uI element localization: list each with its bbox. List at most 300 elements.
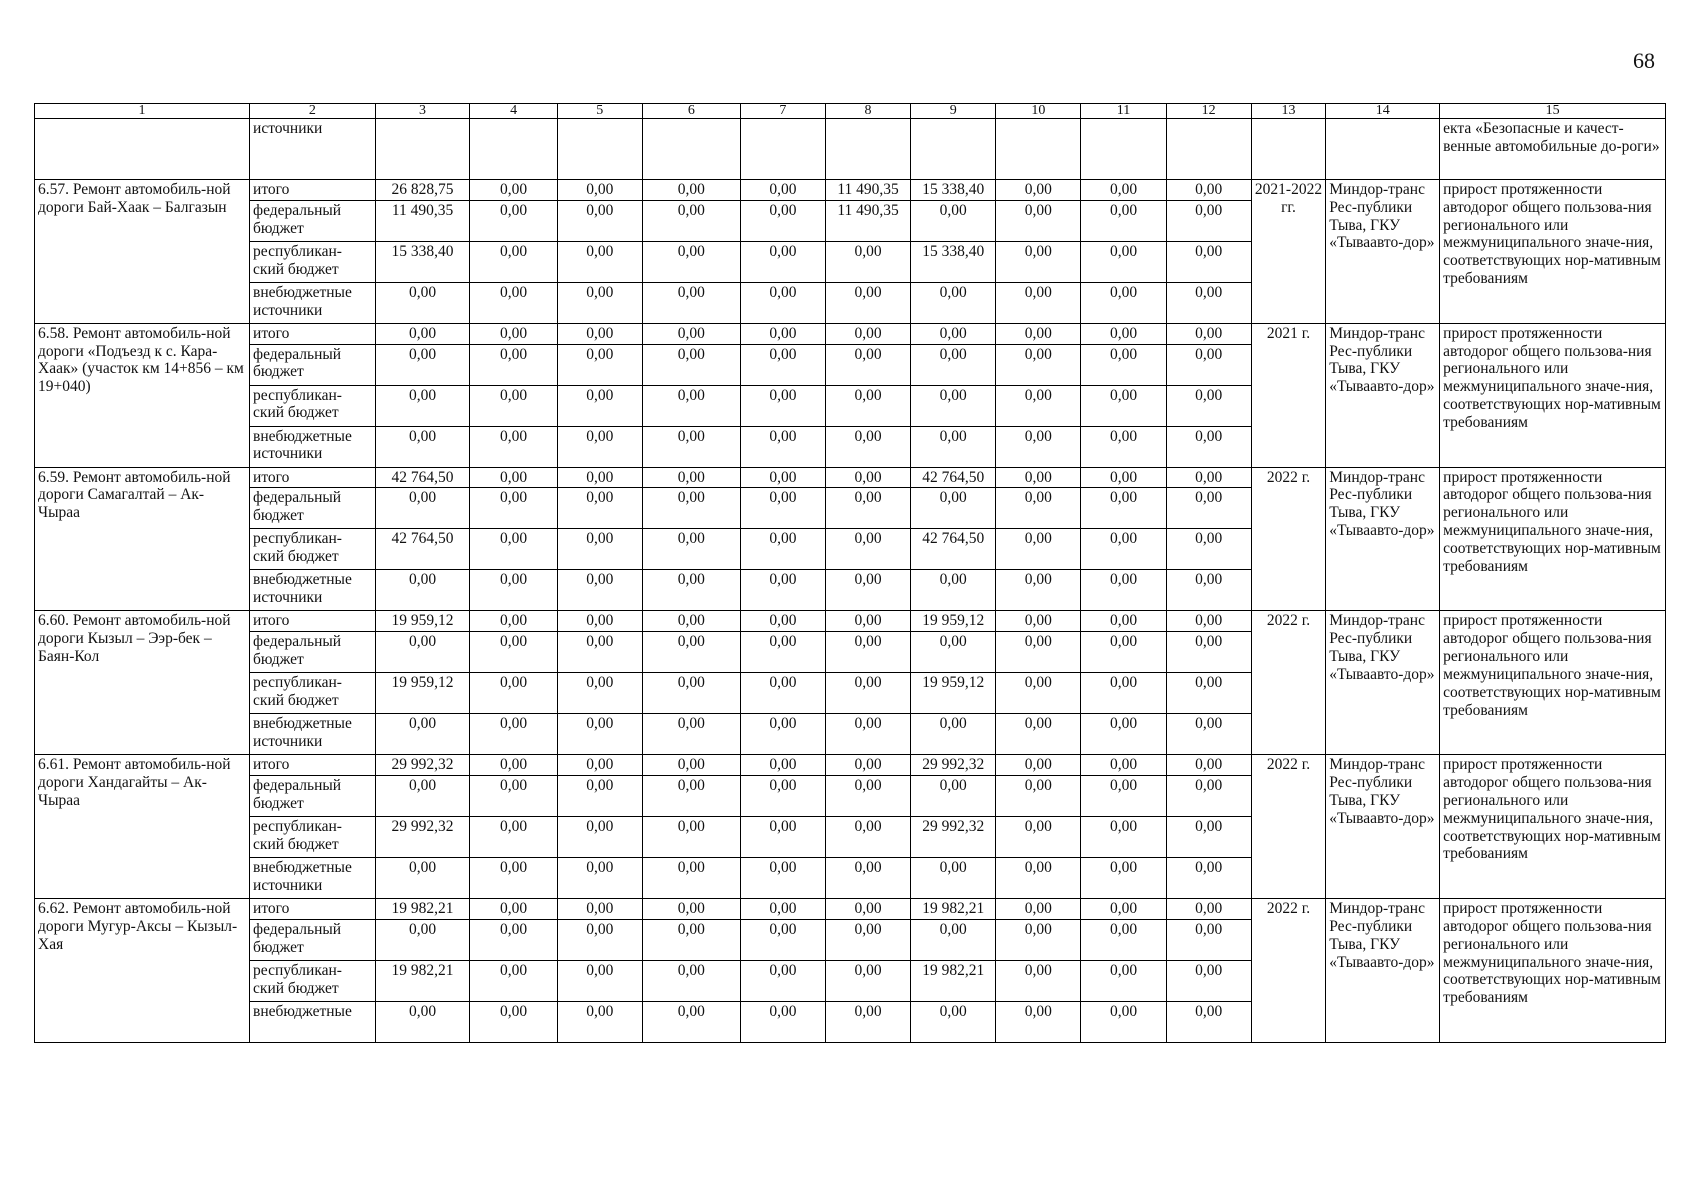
- page-number: 68: [1633, 48, 1655, 73]
- column-number-13: 13: [1251, 104, 1326, 119]
- expected-result: прирост протяженности автодорог общего пользова-ния регионального или межмуниципального значе-ния, соответствующих нор-мативным требованиям: [1440, 323, 1666, 467]
- amount-cell: 0,00: [740, 673, 825, 714]
- amount-cell: 0,00: [557, 344, 642, 385]
- amount-cell: 0,00: [1081, 611, 1166, 632]
- amount-cell: 19 959,12: [911, 673, 996, 714]
- implementation-period: 2022 г.: [1251, 611, 1326, 755]
- responsible-executor: Миндор-транс Рес-публики Тыва, ГКУ «Тываавто-дор»: [1326, 611, 1440, 755]
- amount-cell: 29 992,32: [375, 817, 470, 858]
- funding-source: федеральный бюджет: [250, 776, 376, 817]
- amount-cell: 0,00: [740, 858, 825, 899]
- amount-cell: 0,00: [642, 323, 740, 344]
- amount-cell: 42 764,50: [911, 529, 996, 570]
- amount-cell: 0,00: [642, 899, 740, 920]
- column-number-11: 11: [1081, 104, 1166, 119]
- amount-cell: 0,00: [642, 755, 740, 776]
- amount-cell: 0,00: [825, 632, 910, 673]
- measure-name: 6.58. Ремонт автомобиль-ной дороги «Подъезд к с. Кара-Хаак» (участок км 14+856 – км 19+040): [35, 323, 250, 467]
- amount-cell: 0,00: [996, 180, 1081, 201]
- amount-cell: 0,00: [740, 426, 825, 467]
- amount-cell: 0,00: [1166, 282, 1251, 323]
- funding-source: федеральный бюджет: [250, 488, 376, 529]
- amount-cell: 0,00: [1166, 323, 1251, 344]
- amount-cell: 0,00: [375, 858, 470, 899]
- amount-cell: 0,00: [642, 611, 740, 632]
- amount-cell: 29 992,32: [911, 817, 996, 858]
- amount-cell: 0,00: [557, 529, 642, 570]
- amount-cell: 0,00: [911, 632, 996, 673]
- amount-cell: 0,00: [470, 282, 557, 323]
- amount-cell: 0,00: [375, 919, 470, 960]
- amount-cell: 0,00: [470, 529, 557, 570]
- amount-cell: 0,00: [557, 426, 642, 467]
- amount-cell: 0,00: [470, 960, 557, 1001]
- column-number-14: 14: [1326, 104, 1440, 119]
- amount-cell: 0,00: [642, 673, 740, 714]
- measure-name: 6.61. Ремонт автомобиль-ной дороги Хандагайты – Ак-Чыраа: [35, 755, 250, 899]
- amount-cell: 0,00: [1166, 344, 1251, 385]
- expected-result: прирост протяженности автодорог общего пользова-ния регионального или межмуниципального значе-ния, соответствующих нор-мативным требованиям: [1440, 467, 1666, 611]
- funding-source: республикан-ский бюджет: [250, 385, 376, 426]
- amount-cell: 0,00: [1081, 570, 1166, 611]
- amount-cell: 0,00: [642, 426, 740, 467]
- amount-cell: 0,00: [740, 323, 825, 344]
- amount-cell: 0,00: [825, 919, 910, 960]
- amount-cell: 0,00: [1166, 488, 1251, 529]
- expected-result: прирост протяженности автодорог общего пользова-ния регионального или межмуниципального значе-ния, соответствующих нор-мативным требованиям: [1440, 611, 1666, 755]
- expected-result: прирост протяженности автодорог общего пользова-ния регионального или межмуниципального значе-ния, соответствующих нор-мативным требованиям: [1440, 755, 1666, 899]
- amount-cell: 19 982,21: [911, 899, 996, 920]
- amount-cell: 0,00: [996, 282, 1081, 323]
- continuation-row: [35, 119, 1666, 180]
- measure-name: 6.59. Ремонт автомобиль-ной дороги Самагалтай – Ак-Чыраа: [35, 467, 250, 611]
- table-row: [35, 467, 1666, 488]
- amount-cell: 0,00: [740, 180, 825, 201]
- amount-cell: 0,00: [740, 529, 825, 570]
- amount-cell: 0,00: [996, 467, 1081, 488]
- amount-cell: 0,00: [557, 200, 642, 241]
- amount-cell: 0,00: [470, 899, 557, 920]
- amount-cell: 0,00: [557, 241, 642, 282]
- amount-cell: 0,00: [911, 858, 996, 899]
- amount-cell: 0,00: [1166, 817, 1251, 858]
- funding-source: итого: [250, 755, 376, 776]
- amount-cell: 0,00: [825, 467, 910, 488]
- amount-cell: 0,00: [996, 570, 1081, 611]
- column-number-15: 15: [1440, 104, 1666, 119]
- amount-cell: 0,00: [642, 919, 740, 960]
- amount-cell: 0,00: [911, 426, 996, 467]
- amount-cell: 0,00: [1166, 241, 1251, 282]
- funding-source: внебюджетные источники: [250, 282, 376, 323]
- amount-cell: 0,00: [642, 960, 740, 1001]
- amount-cell: 0,00: [1081, 919, 1166, 960]
- amount-cell: 0,00: [557, 899, 642, 920]
- amount-cell: 0,00: [642, 858, 740, 899]
- amount-cell: 0,00: [1081, 776, 1166, 817]
- measure-name: 6.57. Ремонт автомобиль-ной дороги Бай-Хаак – Балгазын: [35, 180, 250, 324]
- amount-cell: 0,00: [740, 755, 825, 776]
- amount-cell: 0,00: [911, 776, 996, 817]
- amount-cell: 0,00: [911, 488, 996, 529]
- amount-cell: 0,00: [557, 919, 642, 960]
- amount-cell: 0,00: [825, 1001, 910, 1042]
- amount-cell: 0,00: [1081, 632, 1166, 673]
- column-number-9: 9: [911, 104, 996, 119]
- amount-cell: 0,00: [1081, 488, 1166, 529]
- implementation-period: 2022 г.: [1251, 755, 1326, 899]
- amount-cell: 0,00: [996, 488, 1081, 529]
- amount-cell: 0,00: [1166, 714, 1251, 755]
- funding-source: внебюджетные источники: [250, 570, 376, 611]
- amount-cell: 0,00: [1081, 755, 1166, 776]
- amount-cell: 0,00: [825, 344, 910, 385]
- amount-cell: 0,00: [911, 1001, 996, 1042]
- amount-cell: 0,00: [740, 960, 825, 1001]
- table-row: [35, 323, 1666, 344]
- amount-cell: 0,00: [740, 632, 825, 673]
- implementation-period: 2021-2022 гг.: [1251, 180, 1326, 324]
- amount-cell: 0,00: [1081, 426, 1166, 467]
- funding-source: внебюджетные источники: [250, 426, 376, 467]
- amount-cell: 0,00: [825, 817, 910, 858]
- cont-result-cell: екта «Безопасные и качест-венные автомобильные до-роги»: [1440, 119, 1666, 180]
- amount-cell: 0,00: [996, 714, 1081, 755]
- amount-cell: 0,00: [825, 899, 910, 920]
- responsible-executor: Миндор-транс Рес-публики Тыва, ГКУ «Тываавто-дор»: [1326, 180, 1440, 324]
- amount-cell: 0,00: [825, 611, 910, 632]
- implementation-period: 2022 г.: [1251, 467, 1326, 611]
- amount-cell: 0,00: [1166, 673, 1251, 714]
- amount-cell: 0,00: [1081, 282, 1166, 323]
- amount-cell: 0,00: [375, 776, 470, 817]
- amount-cell: 0,00: [996, 241, 1081, 282]
- amount-cell: 42 764,50: [911, 467, 996, 488]
- column-number-6: 6: [642, 104, 740, 119]
- amount-cell: 0,00: [557, 632, 642, 673]
- amount-cell: 0,00: [825, 858, 910, 899]
- amount-cell: 0,00: [740, 899, 825, 920]
- amount-cell: 29 992,32: [911, 755, 996, 776]
- measure-name: 6.60. Ремонт автомобиль-ной дороги Кызыл – Ээр-бек – Баян-Кол: [35, 611, 250, 755]
- amount-cell: 0,00: [996, 385, 1081, 426]
- amount-cell: 0,00: [911, 714, 996, 755]
- amount-cell: 0,00: [1081, 673, 1166, 714]
- column-number-row: [35, 104, 1666, 119]
- amount-cell: 0,00: [825, 673, 910, 714]
- funding-source: республикан-ский бюджет: [250, 673, 376, 714]
- amount-cell: 0,00: [642, 180, 740, 201]
- amount-cell: 0,00: [375, 344, 470, 385]
- amount-cell: 0,00: [470, 570, 557, 611]
- amount-cell: 0,00: [825, 570, 910, 611]
- amount-cell: 0,00: [557, 385, 642, 426]
- amount-cell: 0,00: [1081, 960, 1166, 1001]
- funding-source: итого: [250, 899, 376, 920]
- amount-cell: 0,00: [470, 611, 557, 632]
- funding-source: республикан-ский бюджет: [250, 817, 376, 858]
- amount-cell: 0,00: [642, 200, 740, 241]
- amount-cell: 0,00: [642, 467, 740, 488]
- amount-cell: 0,00: [470, 344, 557, 385]
- amount-cell: 15 338,40: [911, 241, 996, 282]
- amount-cell: 0,00: [1081, 385, 1166, 426]
- amount-cell: 0,00: [740, 817, 825, 858]
- column-number-12: 12: [1166, 104, 1251, 119]
- amount-cell: 26 828,75: [375, 180, 470, 201]
- amount-cell: 0,00: [1166, 426, 1251, 467]
- amount-cell: 0,00: [740, 488, 825, 529]
- amount-cell: 0,00: [1081, 323, 1166, 344]
- amount-cell: 0,00: [642, 632, 740, 673]
- amount-cell: 0,00: [740, 714, 825, 755]
- amount-cell: 0,00: [825, 714, 910, 755]
- table-row: [35, 180, 1666, 201]
- amount-cell: 0,00: [911, 385, 996, 426]
- amount-cell: 0,00: [996, 755, 1081, 776]
- amount-cell: 0,00: [470, 858, 557, 899]
- amount-cell: 0,00: [1081, 858, 1166, 899]
- amount-cell: 19 959,12: [375, 611, 470, 632]
- column-number-7: 7: [740, 104, 825, 119]
- amount-cell: 0,00: [557, 570, 642, 611]
- amount-cell: 0,00: [740, 344, 825, 385]
- funding-source: республикан-ский бюджет: [250, 241, 376, 282]
- amount-cell: 0,00: [996, 817, 1081, 858]
- amount-cell: 0,00: [996, 960, 1081, 1001]
- amount-cell: 0,00: [375, 426, 470, 467]
- amount-cell: 0,00: [740, 776, 825, 817]
- amount-cell: 0,00: [375, 488, 470, 529]
- amount-cell: 0,00: [642, 282, 740, 323]
- responsible-executor: Миндор-транс Рес-публики Тыва, ГКУ «Тываавто-дор»: [1326, 323, 1440, 467]
- amount-cell: 0,00: [375, 282, 470, 323]
- amount-cell: 0,00: [740, 467, 825, 488]
- amount-cell: 0,00: [557, 960, 642, 1001]
- amount-cell: 0,00: [1166, 529, 1251, 570]
- amount-cell: 0,00: [1166, 570, 1251, 611]
- amount-cell: 0,00: [375, 570, 470, 611]
- amount-cell: 0,00: [911, 570, 996, 611]
- amount-cell: 0,00: [375, 632, 470, 673]
- amount-cell: 0,00: [642, 344, 740, 385]
- amount-cell: 0,00: [557, 817, 642, 858]
- amount-cell: 0,00: [557, 776, 642, 817]
- amount-cell: 0,00: [470, 1001, 557, 1042]
- amount-cell: 0,00: [1081, 180, 1166, 201]
- funding-source: внебюджетные источники: [250, 858, 376, 899]
- amount-cell: 0,00: [740, 611, 825, 632]
- amount-cell: 0,00: [1081, 241, 1166, 282]
- amount-cell: 0,00: [557, 858, 642, 899]
- amount-cell: 0,00: [740, 1001, 825, 1042]
- funding-source: федеральный бюджет: [250, 632, 376, 673]
- column-number-5: 5: [557, 104, 642, 119]
- amount-cell: 0,00: [470, 488, 557, 529]
- column-number-1: 1: [35, 104, 250, 119]
- funding-source: внебюджетные источники: [250, 714, 376, 755]
- amount-cell: 0,00: [996, 611, 1081, 632]
- amount-cell: 0,00: [825, 529, 910, 570]
- expected-result: прирост протяженности автодорог общего пользова-ния регионального или межмуниципального значе-ния, соответствующих нор-мативным требованиям: [1440, 180, 1666, 324]
- amount-cell: 0,00: [996, 1001, 1081, 1042]
- amount-cell: 0,00: [557, 611, 642, 632]
- amount-cell: 0,00: [642, 488, 740, 529]
- amount-cell: 0,00: [825, 776, 910, 817]
- amount-cell: 0,00: [911, 323, 996, 344]
- amount-cell: 15 338,40: [375, 241, 470, 282]
- amount-cell: 0,00: [557, 180, 642, 201]
- funding-source: итого: [250, 180, 376, 201]
- amount-cell: 0,00: [470, 180, 557, 201]
- amount-cell: 0,00: [1166, 180, 1251, 201]
- amount-cell: 15 338,40: [911, 180, 996, 201]
- amount-cell: 0,00: [1166, 467, 1251, 488]
- amount-cell: 0,00: [825, 755, 910, 776]
- amount-cell: 0,00: [1166, 611, 1251, 632]
- amount-cell: 0,00: [996, 673, 1081, 714]
- amount-cell: 0,00: [996, 426, 1081, 467]
- amount-cell: 0,00: [557, 323, 642, 344]
- amount-cell: 0,00: [470, 632, 557, 673]
- amount-cell: 0,00: [642, 570, 740, 611]
- amount-cell: 0,00: [1166, 960, 1251, 1001]
- amount-cell: 11 490,35: [375, 200, 470, 241]
- amount-cell: 0,00: [1081, 467, 1166, 488]
- amount-cell: 0,00: [470, 426, 557, 467]
- amount-cell: 0,00: [642, 385, 740, 426]
- amount-cell: 0,00: [996, 323, 1081, 344]
- amount-cell: 0,00: [642, 776, 740, 817]
- responsible-executor: Миндор-транс Рес-публики Тыва, ГКУ «Тываавто-дор»: [1326, 467, 1440, 611]
- amount-cell: 0,00: [825, 323, 910, 344]
- measure-name: 6.62. Ремонт автомобиль-ной дороги Мугур-Аксы – Кызыл-Хая: [35, 899, 250, 1043]
- amount-cell: 19 959,12: [911, 611, 996, 632]
- amount-cell: 0,00: [470, 817, 557, 858]
- cont-source-cell: источники: [250, 119, 376, 180]
- amount-cell: 42 764,50: [375, 529, 470, 570]
- amount-cell: 0,00: [470, 467, 557, 488]
- amount-cell: 0,00: [470, 673, 557, 714]
- amount-cell: 0,00: [470, 241, 557, 282]
- funding-source: федеральный бюджет: [250, 919, 376, 960]
- amount-cell: 0,00: [996, 632, 1081, 673]
- amount-cell: 19 982,21: [375, 960, 470, 1001]
- amount-cell: 0,00: [825, 426, 910, 467]
- amount-cell: 0,00: [557, 1001, 642, 1042]
- amount-cell: 0,00: [740, 919, 825, 960]
- amount-cell: 0,00: [470, 200, 557, 241]
- amount-cell: 0,00: [911, 344, 996, 385]
- implementation-period: 2022 г.: [1251, 899, 1326, 1043]
- amount-cell: 0,00: [740, 241, 825, 282]
- amount-cell: 0,00: [375, 385, 470, 426]
- amount-cell: 0,00: [1081, 529, 1166, 570]
- amount-cell: 0,00: [1166, 632, 1251, 673]
- amount-cell: 0,00: [642, 1001, 740, 1042]
- amount-cell: 0,00: [996, 344, 1081, 385]
- funding-source: федеральный бюджет: [250, 200, 376, 241]
- amount-cell: 0,00: [911, 919, 996, 960]
- amount-cell: 0,00: [1166, 385, 1251, 426]
- amount-cell: 0,00: [375, 323, 470, 344]
- amount-cell: 0,00: [825, 241, 910, 282]
- amount-cell: 0,00: [557, 755, 642, 776]
- amount-cell: 0,00: [996, 776, 1081, 817]
- column-number-4: 4: [470, 104, 557, 119]
- amount-cell: 0,00: [996, 200, 1081, 241]
- column-number-2: 2: [250, 104, 376, 119]
- column-number-3: 3: [375, 104, 470, 119]
- table-body: [35, 104, 1666, 1043]
- amount-cell: 0,00: [375, 1001, 470, 1042]
- amount-cell: 0,00: [642, 241, 740, 282]
- funding-source: республикан-ский бюджет: [250, 529, 376, 570]
- amount-cell: 0,00: [825, 282, 910, 323]
- amount-cell: 0,00: [470, 776, 557, 817]
- amount-cell: 0,00: [996, 529, 1081, 570]
- amount-cell: 0,00: [375, 714, 470, 755]
- amount-cell: 0,00: [470, 919, 557, 960]
- amount-cell: 0,00: [1166, 1001, 1251, 1042]
- amount-cell: 0,00: [470, 385, 557, 426]
- amount-cell: 0,00: [557, 467, 642, 488]
- table-row: [35, 611, 1666, 632]
- amount-cell: 0,00: [1166, 899, 1251, 920]
- amount-cell: 0,00: [642, 714, 740, 755]
- financing-table: [34, 103, 1666, 1043]
- amount-cell: 0,00: [642, 529, 740, 570]
- amount-cell: 19 959,12: [375, 673, 470, 714]
- column-number-10: 10: [996, 104, 1081, 119]
- cont-name-cell: [35, 119, 250, 180]
- column-number-8: 8: [825, 104, 910, 119]
- table-row: [35, 899, 1666, 920]
- funding-source: республикан-ский бюджет: [250, 960, 376, 1001]
- amount-cell: 0,00: [642, 817, 740, 858]
- responsible-executor: Миндор-транс Рес-публики Тыва, ГКУ «Тываавто-дор»: [1326, 755, 1440, 899]
- amount-cell: 19 982,21: [911, 960, 996, 1001]
- amount-cell: 0,00: [740, 385, 825, 426]
- funding-source: внебюджетные: [250, 1001, 376, 1042]
- amount-cell: 0,00: [470, 714, 557, 755]
- amount-cell: 0,00: [557, 714, 642, 755]
- amount-cell: 0,00: [740, 570, 825, 611]
- implementation-period: 2021 г.: [1251, 323, 1326, 467]
- amount-cell: 0,00: [557, 282, 642, 323]
- amount-cell: 0,00: [996, 899, 1081, 920]
- amount-cell: 0,00: [1166, 919, 1251, 960]
- amount-cell: 0,00: [740, 200, 825, 241]
- amount-cell: 11 490,35: [825, 180, 910, 201]
- amount-cell: 29 992,32: [375, 755, 470, 776]
- funding-source: федеральный бюджет: [250, 344, 376, 385]
- responsible-executor: Миндор-транс Рес-публики Тыва, ГКУ «Тываавто-дор»: [1326, 899, 1440, 1043]
- amount-cell: 0,00: [1081, 344, 1166, 385]
- amount-cell: 0,00: [996, 919, 1081, 960]
- table-row: [35, 755, 1666, 776]
- amount-cell: 0,00: [1081, 200, 1166, 241]
- amount-cell: 0,00: [911, 282, 996, 323]
- amount-cell: 0,00: [557, 488, 642, 529]
- amount-cell: 0,00: [1081, 1001, 1166, 1042]
- amount-cell: 0,00: [825, 488, 910, 529]
- amount-cell: 0,00: [1166, 755, 1251, 776]
- funding-source: итого: [250, 611, 376, 632]
- amount-cell: 0,00: [1081, 817, 1166, 858]
- amount-cell: 0,00: [557, 673, 642, 714]
- funding-source: итого: [250, 323, 376, 344]
